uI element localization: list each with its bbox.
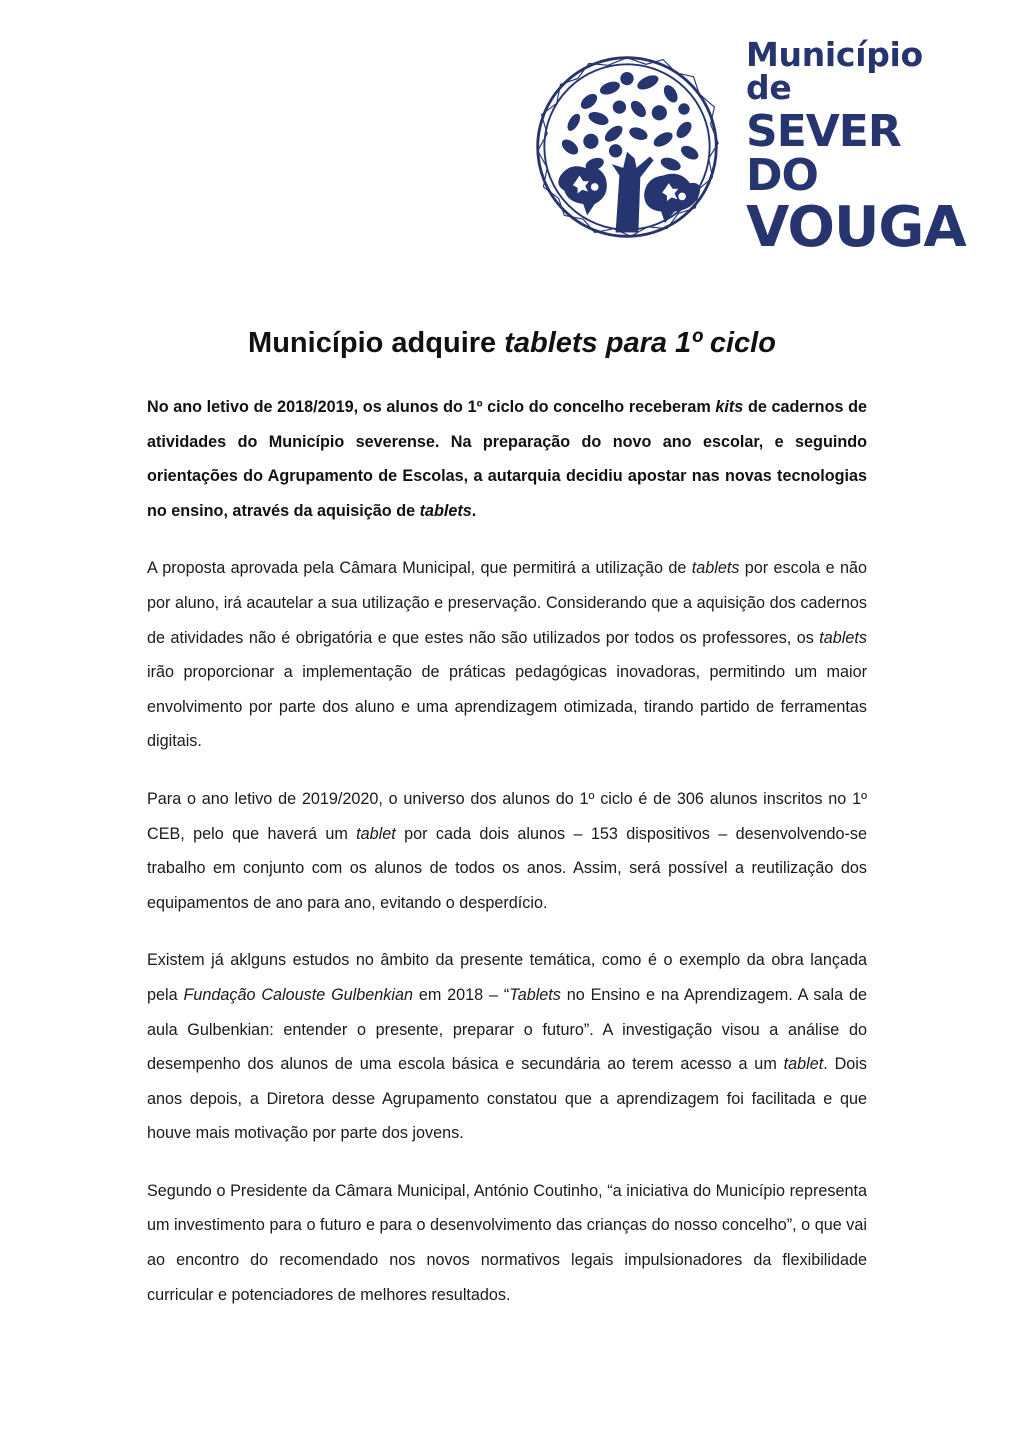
paragraph-intro <box>147 390 867 528</box>
logo-wordmark <box>746 35 972 260</box>
paragraph-studies <box>147 943 867 1151</box>
text-segment-italic: tablets <box>819 628 867 647</box>
text-segment-italic: Tablets <box>509 985 561 1004</box>
text-segment: . Dois anos depois, a Diretora desse Agrupamento constatou que a aprendizagem foi facilitada e que houve mais motivação por parte dos jovens. <box>147 1055 867 1143</box>
text-segment: Para o ano letivo de 2019/2020, o universo dos alunos do 1º ciclo é de 306 alunos inscritos no 1º CEB, pelo que haverá um <box>147 789 867 843</box>
tree-emblem-icon <box>532 52 722 242</box>
text-segment: No ano letivo de 2018/2019, os alunos do 1º ciclo do concelho receberam <box>147 398 716 416</box>
text-segment: Segundo o Presidente da Câmara Municipal, António Coutinho, “a iniciativa do Município representa um investimento para o futuro e para o desenvolvimento das crianças do nosso concelho”, o que vai ao encontro do recomendado nos novos normativos legais impulsionadores da flexibilidade curricular e potenciadores de melhores resultados. <box>147 1181 867 1304</box>
text-segment: no Ensino e na Aprendizagem. A sala de aula Gulbenkian: entender o presente, preparar o futuro”. A investigação visou a análise do desempenho dos alunos de uma escola básica e secundária ao terem acesso a um <box>147 985 867 1074</box>
text-segment: por cada dois alunos – 153 dispositivos – desenvolvendo-se trabalho em conjunto com os alunos de todos os anos. Assim, será possível a reutilização dos equipamentos de ano para ano, evitando o desperdício. <box>147 824 867 912</box>
title-italic: tablets para 1º ciclo <box>504 327 776 360</box>
text-segment: irão proporcionar a implementação de práticas pedagógicas inovadoras, permitindo um maior envolvimento por parte dos aluno e uma aprendizagem otimizada, tirando partido de ferramentas digitais. <box>147 663 867 751</box>
article-title <box>0 327 1024 360</box>
text-segment: Existem já aklguns estudos no âmbito da presente temática, como é o exemplo da obra lançada pela <box>147 951 867 1004</box>
paragraph-proposal <box>147 551 867 759</box>
text-segment: A proposta aprovada pela Câmara Municipal, que permitirá a utilização de <box>147 559 692 578</box>
text-segment-italic: tablets <box>419 501 472 520</box>
logo-line-municipio: Município de <box>746 35 923 107</box>
municipality-logo <box>532 35 972 260</box>
text-segment: por escola e não por aluno, irá acautelar a sua utilização e preservação. Considerando que a aquisição dos cadernos de atividades não é obrigatória e que estes não são utilizados por todos os professores, os <box>147 559 867 647</box>
title-plain: Município adquire <box>248 327 505 360</box>
logo-line-sever-do: SEVER DO <box>746 106 901 201</box>
text-segment-italic: Fundação Calouste Gulbenkian <box>183 985 413 1004</box>
text-segment-italic: tablets <box>691 559 740 578</box>
paragraph-president-quote <box>147 1174 867 1312</box>
article-body <box>147 390 867 1335</box>
paragraph-school-year <box>147 782 867 920</box>
text-segment-italic: tablet <box>783 1055 824 1074</box>
text-segment: de cadernos de atividades do Município severense. Na preparação do novo ano escolar, e seguindo orientações do Agrupamento de Escolas, a autarquia decidiu apostar nas novas tecnologias no ensino, através da aquisição de <box>147 398 868 520</box>
text-segment: . <box>471 501 477 520</box>
text-segment-italic: tablet <box>356 824 396 843</box>
text-segment-italic: kits <box>715 398 744 416</box>
text-segment: em 2018 – “ <box>412 985 510 1004</box>
logo-line-vouga: VOUGA <box>746 195 966 260</box>
